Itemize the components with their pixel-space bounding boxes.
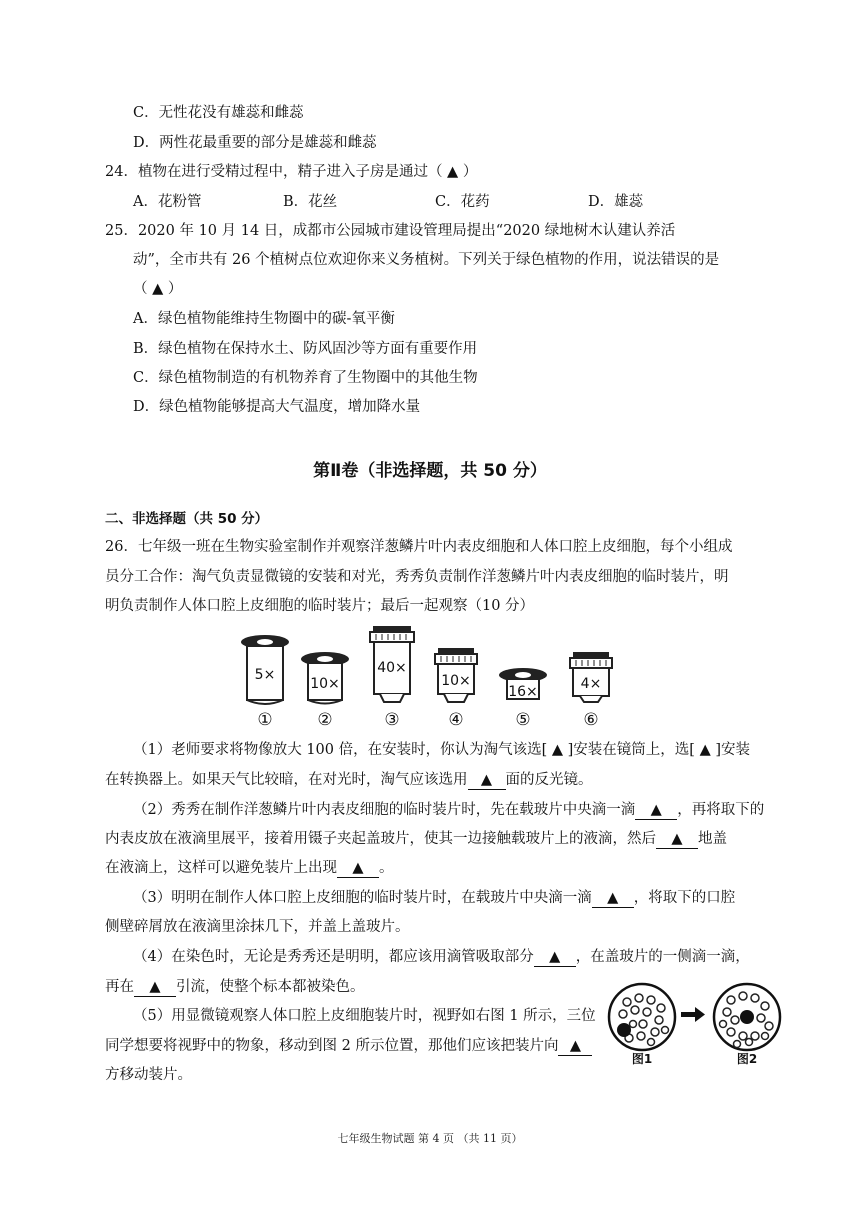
q26-stem-line3: 明负责制作人体口腔上皮细胞的临时装片；最后一起观察（10 分） — [105, 598, 535, 614]
fig1-label: 图1 — [631, 1052, 653, 1065]
answer-blank[interactable]: ▲ — [337, 860, 379, 878]
q26-part2-line3: 在液滴上，这样可以避免装片上出现 ▲ 。 — [105, 860, 394, 876]
q26-part2-line1: （2）秀秀在制作洋葱鳞片叶内表皮细胞的临时装片时，先在载玻片中央滴一滴 ▲ ，再将取下的 — [133, 802, 765, 818]
q26-part5-line2: 同学想要将视野中的物象，移动到图 2 所示位置，那他们应该把装片向 ▲ — [105, 1036, 592, 1056]
q25-option-b: B．绿色植物在保持水土、防风固沙等方面有重要作用 — [133, 341, 478, 357]
q25-option-c: C．绿色植物制造的有机物养育了生物圈中的其他生物 — [133, 370, 478, 386]
field-figure — [605, 980, 790, 1065]
field-1 — [609, 984, 675, 1065]
lens-6-mag: 4× — [580, 676, 602, 692]
q25-option-a: A．绿色植物能维持生物圈中的碳-氧平衡 — [133, 311, 395, 327]
lens-5 — [499, 668, 547, 730]
lens-1 — [241, 635, 289, 730]
field-2 — [714, 984, 780, 1065]
answer-blank[interactable]: ▲ — [534, 949, 576, 967]
q23-option-c: C．无性花没有雄蕊和雌蕊 — [133, 105, 304, 121]
lens-3 — [370, 626, 414, 730]
lens-4-num: ④ — [448, 710, 464, 730]
arrow-right-icon — [681, 1007, 705, 1022]
q26-part4-line2: 再在 ▲ 引流，使整个标本都被染色。 — [105, 979, 365, 995]
q25-stem-line3: （ ▲ ） — [133, 281, 183, 297]
answer-blank[interactable]: ▲ — [558, 1038, 592, 1056]
q24-stem: 24．植物在进行受精过程中，精子进入子房是通过（ ▲ ） — [105, 164, 478, 180]
target-cell — [617, 1023, 631, 1037]
answer-blank[interactable]: ▲ — [656, 831, 698, 849]
section-heading: 二、非选择题（共 50 分） — [105, 511, 269, 527]
lens-4-mag: 10× — [441, 673, 471, 689]
lens-5-num: ⑤ — [515, 710, 531, 730]
lens-1-mag: 5× — [254, 667, 276, 683]
lens-4 — [435, 648, 477, 730]
target-cell — [740, 1010, 754, 1024]
q23-option-d: D．两性花最重要的部分是雄蕊和雌蕊 — [133, 135, 377, 151]
q26-part5-line1: （5）用显微镜观察人体口腔上皮细胞装片时，视野如右图 1 所示，三位 — [133, 1008, 596, 1024]
q26-part5-line3: 方移动装片。 — [105, 1067, 192, 1083]
q24-option-b: B．花丝 — [283, 194, 338, 210]
q26-stem-line2: 员分工合作：淘气负责显微镜的安装和对光，秀秀负责制作洋葱鳞片叶内表皮细胞的临时装片，明 — [105, 569, 729, 585]
answer-blank[interactable]: ▲ — [635, 802, 677, 820]
lens-3-num: ③ — [384, 710, 400, 730]
lens-6 — [570, 652, 612, 730]
q26-part2-line2: 内表皮放在液滴里展平，接着用镊子夹起盖玻片，使其一边接触载玻片上的液滴，然后 ▲ 地盖 — [105, 831, 727, 847]
answer-blank[interactable]: ▲ — [134, 979, 176, 997]
q26-part4-line1: （4）在染色时，无论是秀秀还是明明，都应该用滴管吸取部分 ▲ ，在盖玻片的一侧滴一滴， — [133, 949, 750, 965]
q24-option-d: D．雄蕊 — [588, 194, 644, 210]
q25-stem-line2: 动”，全市共有 26 个植树点位欢迎你来义务植树。下列关于绿色植物的作用，说法错误的是 — [133, 252, 720, 268]
q26-part1-line1: （1）老师要求将物像放大 100 倍，在安装时，你认为淘气该选[ ▲ ]安装在镜筒上，选[ ▲ ]安装 — [133, 742, 750, 758]
part2-title: 第Ⅱ卷（非选择题，共 50 分） — [313, 461, 547, 481]
lens-1-num: ① — [257, 710, 273, 730]
answer-blank[interactable]: ▲ — [592, 890, 634, 908]
q25-option-d: D．绿色植物能够提高大气温度，增加降水量 — [133, 399, 421, 415]
q26-stem-line1: 26．七年级一班在生物实验室制作并观察洋葱鳞片叶内表皮细胞和人体口腔上皮细胞，每个小组成 — [105, 539, 733, 555]
lens-2-mag: 10× — [310, 676, 340, 692]
lens-6-num: ⑥ — [583, 710, 599, 730]
lens-5-mag: 16× — [508, 684, 538, 700]
answer-blank[interactable]: ▲ — [468, 772, 506, 790]
lens-figure — [230, 622, 650, 732]
page-footer: 七年级生物试题 第 4 页 （共 11 页） — [337, 1132, 523, 1145]
q24-option-a: A．花粉管 — [133, 194, 202, 210]
q26-part3-line1: （3）明明在制作人体口腔上皮细胞的临时装片时，在载玻片中央滴一滴 ▲ ，将取下的口腔 — [133, 890, 736, 906]
lens-2-num: ② — [317, 710, 333, 730]
q26-part1-line2: 在转换器上。如果天气比较暗，在对光时，淘气应该选用 ▲ 面的反光镜。 — [105, 772, 593, 788]
q26-part3-line2: 侧壁碎屑放在液滴里涂抹几下，并盖上盖玻片。 — [105, 919, 410, 935]
q25-stem-line1: 25．2020 年 10 月 14 日，成都市公园城市建设管理局提出“2020 绿地树木认建认养活 — [105, 223, 676, 239]
fig2-label: 图2 — [736, 1052, 758, 1065]
lens-2 — [301, 652, 349, 730]
q24-option-c: C．花药 — [435, 194, 490, 210]
lens-3-mag: 40× — [377, 660, 407, 676]
